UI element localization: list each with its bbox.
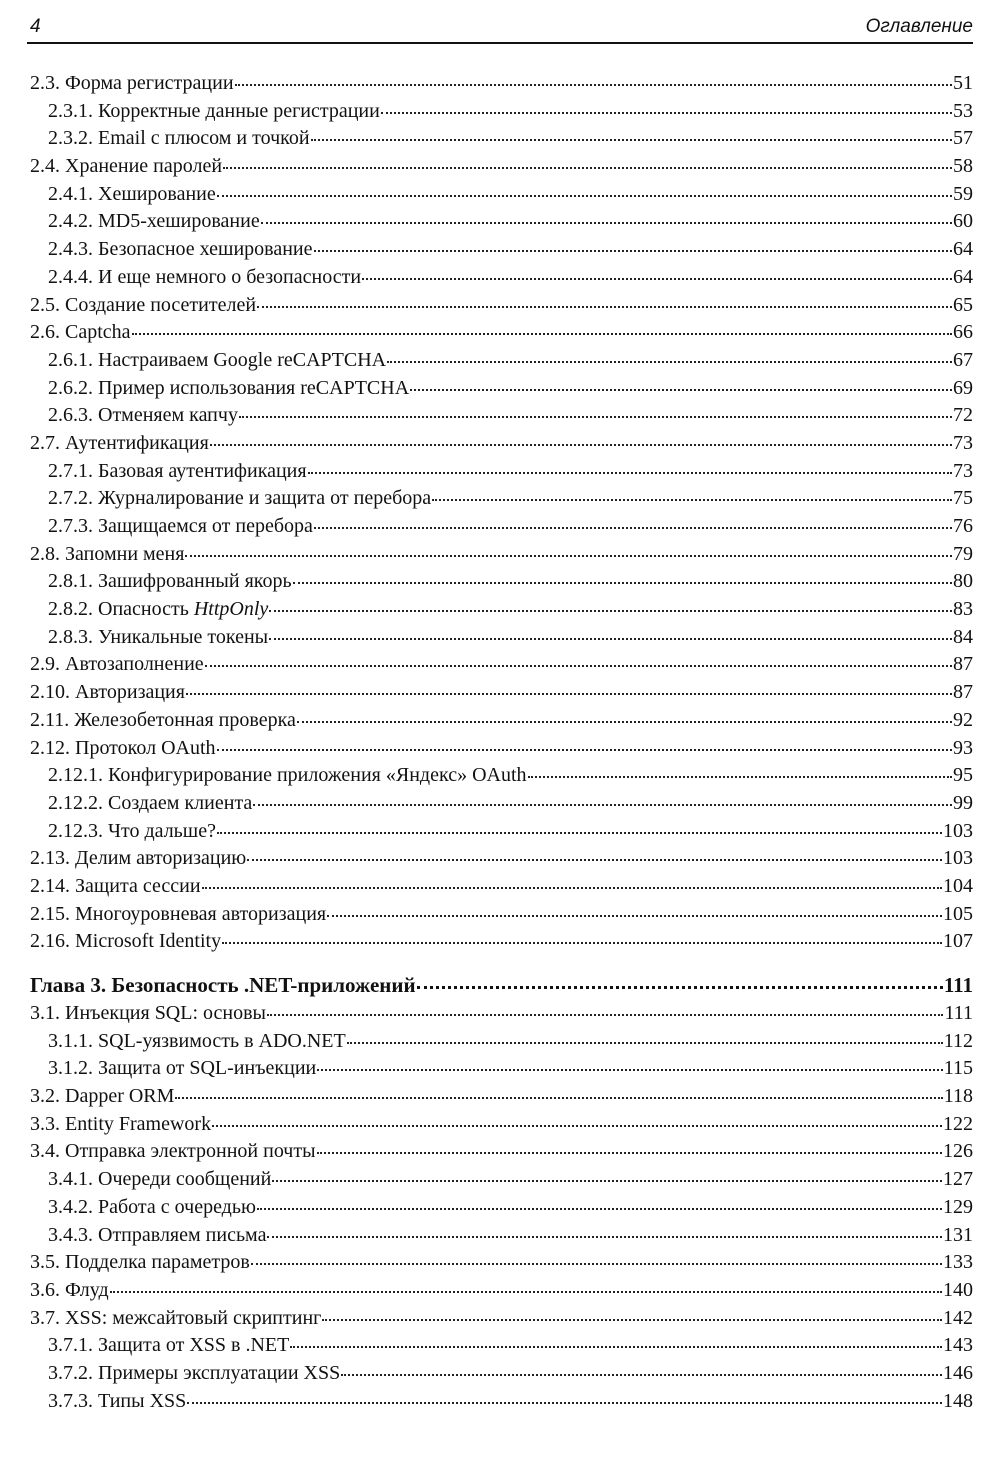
dot-leader xyxy=(210,444,952,446)
toc-entry-title xyxy=(30,707,296,735)
toc-entry-title xyxy=(48,264,361,292)
toc-entry-page: 103 xyxy=(943,819,973,842)
toc-entry[interactable] xyxy=(30,735,973,763)
toc-entry-page: 58 xyxy=(953,155,973,178)
toc-entry-page: 142 xyxy=(943,1306,973,1329)
toc-entry-page: 133 xyxy=(943,1251,973,1274)
toc-entry-title-text: 2.7.1. Базовая аутентификация xyxy=(48,459,307,482)
toc-entry[interactable] xyxy=(30,1166,973,1194)
dot-leader xyxy=(186,693,952,695)
toc-entry-page: 118 xyxy=(943,1085,973,1108)
dot-leader xyxy=(297,721,952,723)
toc-entry-title-text: 2.8.1. Зашифрованный якорь xyxy=(48,570,292,593)
toc-entry-page: 84 xyxy=(953,625,973,648)
toc-entry[interactable] xyxy=(30,624,973,652)
toc-entry-title-text: 2.4.2. MD5-хеширование xyxy=(48,210,260,233)
toc-entry-title xyxy=(48,818,216,846)
toc-entry-page: 103 xyxy=(943,847,973,870)
dot-leader xyxy=(223,167,952,169)
toc-entry[interactable] xyxy=(30,1111,973,1139)
dot-leader xyxy=(132,333,952,335)
toc-entry[interactable] xyxy=(30,1332,973,1360)
dot-leader xyxy=(272,1180,942,1182)
toc-entry-title xyxy=(48,596,268,624)
toc-entry[interactable] xyxy=(30,347,973,375)
dot-leader xyxy=(381,112,952,114)
toc-entry[interactable] xyxy=(30,818,973,846)
toc-entry-title xyxy=(30,153,222,181)
toc-entry-page: 105 xyxy=(943,902,973,925)
toc-entry-title-text: 2.6.3. Отменяем капчу xyxy=(48,404,238,427)
toc-entry[interactable] xyxy=(30,264,973,292)
dot-leader xyxy=(261,222,952,224)
toc-entry-page: 122 xyxy=(943,1112,973,1135)
toc-entry-title xyxy=(48,1360,340,1388)
toc-entry-page: 140 xyxy=(943,1278,973,1301)
toc-entry-title xyxy=(30,928,221,956)
dot-leader xyxy=(175,1097,942,1099)
dot-leader xyxy=(222,942,942,944)
page-number: 4 xyxy=(30,16,41,37)
toc-entry-page: 66 xyxy=(953,321,973,344)
toc-entry-title-text: 3.4.2. Работа с очередью xyxy=(48,1195,256,1218)
toc-entry[interactable] xyxy=(30,873,973,901)
dot-leader xyxy=(267,1014,943,1016)
toc-entry[interactable] xyxy=(30,125,973,153)
toc-entry-page: 129 xyxy=(943,1195,973,1218)
toc-entry-title-text: 3.4.1. Очереди сообщений xyxy=(48,1168,272,1191)
toc-entry-title-text: 2.12. Протокол OAuth xyxy=(30,736,216,759)
dot-leader xyxy=(257,306,952,308)
toc-entry-title-text: 2.6.1. Настраиваем Google reCAPTCHA xyxy=(48,348,387,371)
toc-entry-title xyxy=(30,1305,321,1333)
toc-entry-title xyxy=(48,1028,346,1056)
table-of-contents xyxy=(30,70,973,1415)
toc-entry-title-text: 2.12.3. Что дальше? xyxy=(48,819,216,842)
dot-leader xyxy=(257,1208,942,1210)
toc-entry-page: 92 xyxy=(953,708,973,731)
toc-entry-title xyxy=(30,901,326,929)
toc-entry-page: 67 xyxy=(953,348,973,371)
toc-entry-page: 73 xyxy=(953,431,973,454)
dot-leader xyxy=(235,84,952,86)
dot-leader xyxy=(410,389,952,391)
toc-entry-page: 127 xyxy=(943,1168,973,1191)
dot-leader xyxy=(185,555,952,557)
dot-leader xyxy=(239,416,952,418)
toc-entry[interactable] xyxy=(30,153,973,181)
toc-entry-title xyxy=(30,845,246,873)
toc-entry[interactable] xyxy=(30,70,973,98)
dot-leader xyxy=(311,139,952,141)
toc-entry-title xyxy=(48,1194,256,1222)
dot-leader xyxy=(293,582,952,584)
toc-entry-title-text: 3.7.3. Типы XSS xyxy=(48,1389,187,1412)
toc-entry-title-text: 2.15. Многоуровневая авторизация xyxy=(30,902,327,925)
toc-entry-page: 65 xyxy=(953,293,973,316)
toc-entry[interactable] xyxy=(30,292,973,320)
toc-entry-title xyxy=(30,1083,174,1111)
toc-entry-title-text: 3.3. Entity Framework xyxy=(30,1112,212,1135)
toc-entry-page: 60 xyxy=(953,210,973,233)
toc-entry-page: 64 xyxy=(953,238,973,261)
toc-entry-title xyxy=(48,762,527,790)
toc-entry-title-text: 2.9. Автозаполнение xyxy=(30,653,204,676)
toc-entry[interactable] xyxy=(30,928,973,956)
toc-entry-title xyxy=(48,98,380,126)
toc-entry-title-italic: HttpOnly xyxy=(193,598,269,621)
toc-entry-title xyxy=(30,541,184,569)
toc-entry-title xyxy=(48,1332,289,1360)
toc-entry-title-text: 2.8.3. Уникальные токены xyxy=(48,625,269,648)
dot-leader xyxy=(308,472,952,474)
toc-entry-title xyxy=(48,485,431,513)
dot-leader xyxy=(187,1402,942,1404)
toc-entry-title xyxy=(30,735,216,763)
toc-entry[interactable] xyxy=(30,651,973,679)
toc-entry-title xyxy=(30,651,204,679)
dot-leader xyxy=(322,1319,942,1321)
dot-leader xyxy=(347,1042,943,1044)
toc-entry-title xyxy=(48,1055,316,1083)
dot-leader xyxy=(217,749,952,751)
dot-leader xyxy=(528,776,952,778)
dot-leader xyxy=(314,250,953,252)
toc-entry-title xyxy=(48,236,313,264)
dot-leader xyxy=(212,1125,942,1127)
toc-entry-title xyxy=(48,1388,186,1416)
toc-entry-title xyxy=(30,970,416,1000)
toc-entry-title xyxy=(48,790,252,818)
toc-entry-title-text: 3.5. Подделка параметров xyxy=(30,1251,250,1274)
toc-entry[interactable] xyxy=(30,596,973,624)
toc-entry-page: 87 xyxy=(953,653,973,676)
toc-entry[interactable] xyxy=(30,430,973,458)
toc-entry-title-text: 3.7.1. Защита от XSS в .NET xyxy=(48,1334,290,1357)
toc-entry-title xyxy=(30,292,256,320)
toc-entry-page: 57 xyxy=(953,127,973,150)
toc-entry-page: 99 xyxy=(953,791,973,814)
toc-entry[interactable] xyxy=(30,402,973,430)
toc-entry[interactable] xyxy=(30,1360,973,1388)
toc-entry[interactable] xyxy=(30,1028,973,1056)
toc-entry-page: 69 xyxy=(953,376,973,399)
dot-leader xyxy=(432,499,952,501)
toc-entry[interactable] xyxy=(30,1388,973,1416)
toc-entry-title xyxy=(30,1000,266,1028)
toc-entry-title-text: 2.4.4. И еще немного о безопасности xyxy=(48,265,362,288)
toc-entry-page: 79 xyxy=(953,542,973,565)
toc-entry-title xyxy=(48,375,409,403)
toc-entry[interactable] xyxy=(30,1000,973,1028)
toc-entry[interactable] xyxy=(30,98,973,126)
toc-entry[interactable] xyxy=(30,1305,973,1333)
toc-entry[interactable] xyxy=(30,319,973,347)
toc-entry-title xyxy=(48,208,260,236)
toc-entry-page: 51 xyxy=(953,72,973,94)
toc-entry-title-text: 2.11. Железобетонная проверка xyxy=(30,708,296,731)
toc-entry-page: 148 xyxy=(943,1389,973,1412)
toc-entry-page: 80 xyxy=(953,570,973,593)
toc-entry-title-text: 2.12.1. Конфигурирование приложения «Яндекс» OAuth xyxy=(48,764,527,787)
toc-entry-title-text: 2.5. Создание посетителей xyxy=(30,293,257,316)
toc-entry-page: 111 xyxy=(944,1002,973,1024)
toc-entry-title-text: 3.6. Флуд xyxy=(30,1278,109,1301)
toc-entry-page: 72 xyxy=(953,404,973,427)
toc-entry-title-text: 3.4.3. Отправляем письма xyxy=(48,1223,267,1246)
toc-entry-title-text: 2.14. Защита сессии xyxy=(30,874,201,897)
toc-entry[interactable] xyxy=(30,541,973,569)
toc-entry[interactable] xyxy=(30,485,973,513)
dot-leader xyxy=(217,195,952,197)
toc-entry-title-text: 3.1.1. SQL-уязвимость в ADO.NET xyxy=(48,1029,346,1052)
toc-entry[interactable] xyxy=(30,1138,973,1166)
toc-entry-title-text: 2.13. Делим авторизацию xyxy=(30,847,247,870)
toc-entry-title xyxy=(48,624,268,652)
dot-leader xyxy=(205,665,952,667)
toc-entry-page: 64 xyxy=(953,265,973,288)
toc-entry[interactable] xyxy=(30,1194,973,1222)
toc-entry-title-text: Глава 3. Безопасность .NET-приложений xyxy=(30,973,416,997)
toc-entry-title-text: 3.1. Инъекция SQL: основы xyxy=(30,1002,266,1024)
toc-entry-title-text: 2.4.1. Хеширование xyxy=(48,182,216,205)
toc-entry-title-text: 2.7.3. Защищаемся от перебора xyxy=(48,515,313,537)
toc-entry-page: 146 xyxy=(943,1361,973,1384)
toc-entry-title-text: 2.7.2. Журналирование и защита от перебора xyxy=(48,487,432,510)
toc-entry-title-text: 2.6. Captcha xyxy=(30,321,131,344)
running-title: Оглавление xyxy=(865,16,973,37)
toc-entry-title-text: 2.7. Аутентификация xyxy=(30,431,209,454)
toc-chapter-entry[interactable] xyxy=(30,970,973,1000)
toc-entry-title-text: 2.4. Хранение паролей xyxy=(30,155,223,178)
dot-leader xyxy=(341,1374,942,1376)
dot-leader xyxy=(387,361,952,363)
toc-entry[interactable] xyxy=(30,1249,973,1277)
dot-leader xyxy=(269,638,952,640)
toc-entry[interactable] xyxy=(30,568,973,596)
toc-entry-page: 95 xyxy=(953,764,973,787)
toc-entry[interactable] xyxy=(30,458,973,486)
toc-entry-title xyxy=(48,1166,271,1194)
toc-entry-title-text: 2.8. Запомни меня xyxy=(30,542,185,565)
toc-entry[interactable] xyxy=(30,845,973,873)
page-header xyxy=(27,14,973,44)
dot-leader xyxy=(267,1236,942,1238)
dot-leader xyxy=(247,859,942,861)
toc-entry-page: 131 xyxy=(943,1223,973,1246)
toc-entry[interactable] xyxy=(30,1277,973,1305)
toc-entry-page: 53 xyxy=(953,99,973,122)
toc-entry-title xyxy=(30,679,185,707)
toc-entry[interactable] xyxy=(30,790,973,818)
toc-entry-title xyxy=(30,430,209,458)
toc-entry-title-text: 3.7. XSS: межсайтовый скриптинг xyxy=(30,1306,322,1329)
toc-entry[interactable] xyxy=(30,513,973,541)
toc-entry-title xyxy=(48,402,238,430)
dot-leader xyxy=(269,610,952,612)
toc-entry-page: 75 xyxy=(953,487,973,510)
toc-entry-title xyxy=(30,1138,316,1166)
toc-entry-title xyxy=(30,1277,109,1305)
toc-entry-page: 126 xyxy=(943,1140,973,1163)
dot-leader xyxy=(251,1263,942,1265)
toc-entry[interactable] xyxy=(30,707,973,735)
toc-entry-title-text: 2.10. Авторизация xyxy=(30,681,185,704)
toc-entry-page: 111 xyxy=(943,973,973,997)
toc-entry-page: 104 xyxy=(943,874,973,897)
toc-entry-title-text: 2.4.3. Безопасное хеширование xyxy=(48,238,313,261)
toc-entry-title xyxy=(30,319,131,347)
toc-entry-title-text: 2.16. Microsoft Identity xyxy=(30,930,222,953)
toc-entry-page: 87 xyxy=(953,681,973,704)
dot-leader xyxy=(253,804,952,806)
dot-leader xyxy=(317,1152,942,1154)
dot-leader xyxy=(362,278,952,280)
toc-entry-title-text: 3.2. Dapper ORM xyxy=(30,1085,175,1108)
toc-entry-title xyxy=(48,1222,266,1250)
toc-entry-title xyxy=(48,347,386,375)
toc-entry-title xyxy=(48,458,307,486)
toc-entry-page: 59 xyxy=(953,182,973,205)
dot-leader xyxy=(217,832,942,834)
toc-entry-page: 83 xyxy=(953,598,973,621)
toc-entry-title-text: 2.3.1. Корректные данные регистрации xyxy=(48,99,380,122)
toc-entry[interactable] xyxy=(30,375,973,403)
toc-entry-page: 107 xyxy=(943,930,973,953)
toc-entry-page: 143 xyxy=(943,1334,973,1357)
toc-entry-title-text: 2.8.2. Опасность xyxy=(48,598,189,621)
toc-entry[interactable] xyxy=(30,679,973,707)
toc-entry-page: 76 xyxy=(953,515,973,537)
toc-entry-title xyxy=(30,873,201,901)
toc-entry-title xyxy=(30,1249,250,1277)
toc-entry-title xyxy=(48,568,292,596)
dot-leader xyxy=(327,915,942,917)
dot-leader xyxy=(417,986,943,989)
toc-entry[interactable] xyxy=(30,1083,973,1111)
toc-entry[interactable] xyxy=(30,762,973,790)
toc-entry[interactable] xyxy=(30,1222,973,1250)
toc-entry-title xyxy=(30,1111,211,1139)
toc-entry-title-text: 2.3.2. Email с плюсом и точкой xyxy=(48,127,310,150)
dot-leader xyxy=(202,887,942,889)
toc-entry-page: 112 xyxy=(943,1029,973,1052)
toc-entry-title-text: 3.7.2. Примеры эксплуатации XSS xyxy=(48,1361,341,1384)
dot-leader xyxy=(110,1291,942,1293)
toc-entry-page: 115 xyxy=(943,1057,973,1080)
dot-leader xyxy=(314,527,952,529)
toc-entry-title xyxy=(48,513,313,541)
toc-entry[interactable] xyxy=(30,901,973,929)
toc-entry-title xyxy=(30,70,234,98)
toc-entry-title xyxy=(48,181,216,209)
dot-leader xyxy=(317,1069,943,1071)
toc-entry-title xyxy=(48,125,310,153)
toc-entry-title-text: 2.12.2. Создаем клиента xyxy=(48,791,253,814)
toc-entry-title-text: 3.4. Отправка электронной почты xyxy=(30,1140,316,1163)
toc-entry-page: 73 xyxy=(953,459,973,482)
toc-entry-title-text: 2.3. Форма регистрации xyxy=(30,72,234,94)
toc-entry[interactable] xyxy=(30,1055,973,1083)
toc-entry-title-text: 2.6.2. Пример использования reCAPTCHA xyxy=(48,376,410,399)
dot-leader xyxy=(290,1346,942,1348)
toc-entry[interactable] xyxy=(30,181,973,209)
toc-entry-page: 93 xyxy=(953,736,973,759)
toc-entry[interactable] xyxy=(30,236,973,264)
toc-entry[interactable] xyxy=(30,208,973,236)
toc-entry-title-text: 3.1.2. Защита от SQL-инъекции xyxy=(48,1057,317,1080)
